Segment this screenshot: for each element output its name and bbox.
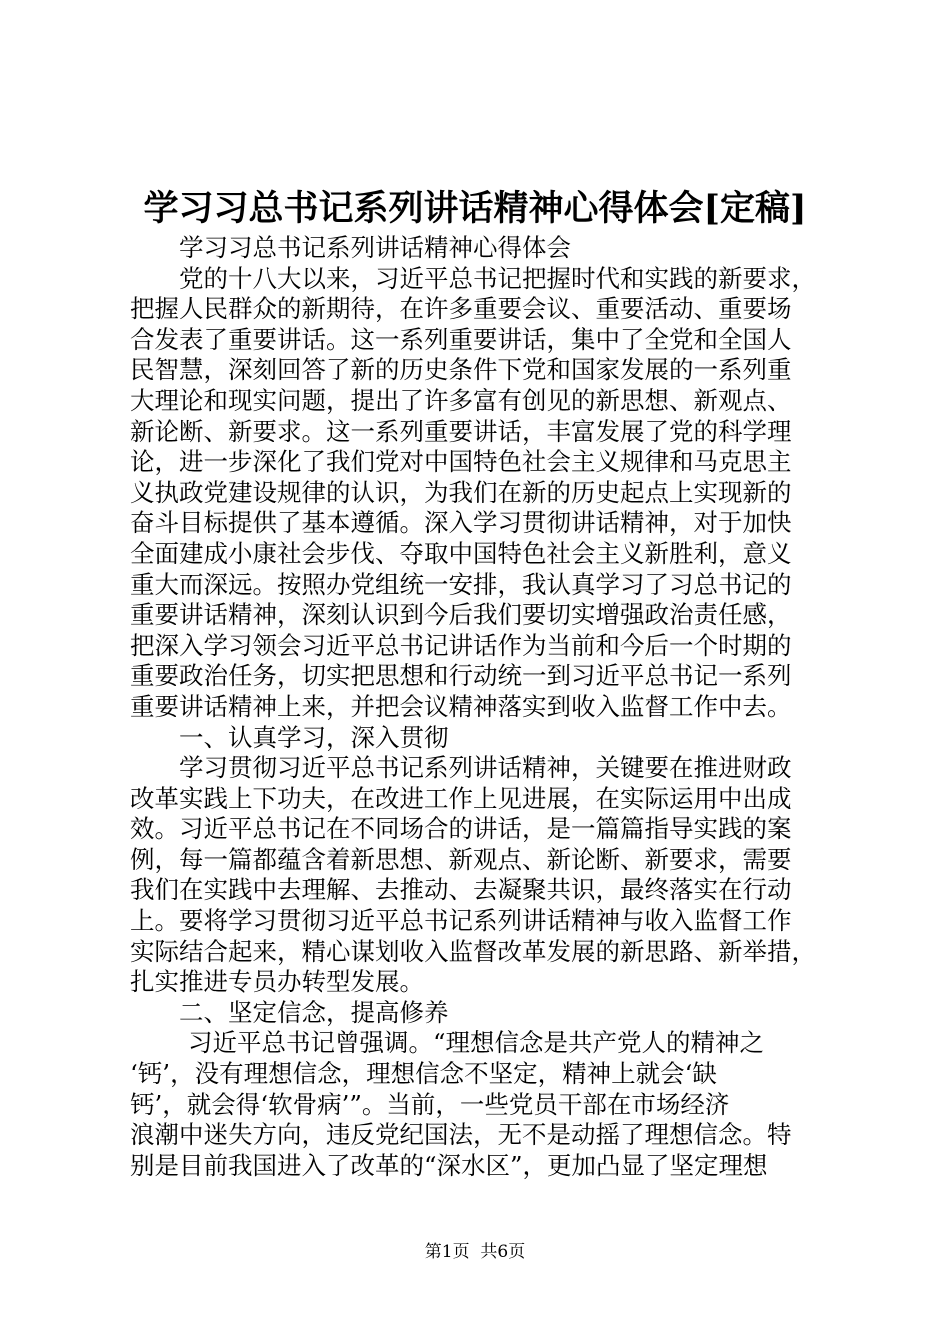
paragraph-line: 我们在实践中去理解、去推动、去凝聚共识，最终落实在行动 (130, 875, 792, 905)
paragraph-line: 习近平总书记曾强调。“理想信念是共产党人的精神之 (188, 1028, 765, 1058)
section-heading: 一、认真学习，深入贯彻 (179, 722, 449, 752)
page-number-footer: 第1页 共6页 (424, 1242, 526, 1262)
paragraph-line: 把握人民群众的新期待，在许多重要会议、重要活动、重要场 (130, 294, 792, 324)
paragraph-line: 义执政党建设规律的认识，为我们在新的历史起点上实现新的 (130, 477, 792, 507)
paragraph-line: 重要政治任务，切实把思想和行动统一到习近平总书记一系列 (130, 661, 792, 691)
paragraph-line: 大理论和现实问题，提出了许多富有创见的新思想、新观点、 (130, 385, 792, 415)
paragraph-line: 奋斗目标提供了基本遵循。深入学习贯彻讲话精神，对于加快 (130, 508, 792, 538)
paragraph-line: 例，每一篇都蕴含着新思想、新观点、新论断、新要求，需要 (130, 844, 792, 874)
subtitle-line: 学习习总书记系列讲话精神心得体会 (179, 233, 571, 262)
paragraph-line: 效。习近平总书记在不同场合的讲话，是一篇篇指导实践的案 (130, 814, 792, 844)
paragraph-line: 合发表了重要讲话。这一系列重要讲话，集中了全党和全国人 (130, 324, 792, 354)
paragraph-line: 改革实践上下功夫，在改进工作上见进展，在实际运用中出成 (130, 783, 792, 813)
paragraph-line: 扎实推进专员办转型发展。 (130, 967, 424, 997)
paragraph-line: 学习贯彻习近平总书记系列讲话精神，关键要在推进财政 (179, 753, 792, 783)
paragraph-line: 把深入学习领会习近平总书记讲话作为当前和今后一个时期的 (130, 630, 792, 660)
paragraph-line: 全面建成小康社会步伐、夺取中国特色社会主义新胜利，意义 (130, 538, 792, 568)
paragraph-line: 党的十八大以来，习近平总书记把握时代和实践的新要求， (179, 263, 816, 293)
paragraph-line: 重要讲话精神，深刻认识到今后我们要切实增强政治责任感， (130, 600, 792, 630)
paragraph-line: 新论断、新要求。这一系列重要讲话，丰富发展了党的科学理 (130, 416, 792, 446)
paragraph-line: 别是目前我国进入了改革的“深水区”，更加凸显了坚定理想 (130, 1150, 768, 1180)
paragraph-line: ‘钙’，没有理想信念，理想信念不坚定，精神上就会‘缺 (130, 1059, 717, 1089)
paragraph-line: 浪潮中迷失方向，违反党纪国法，无不是动摇了理想信念。特 (130, 1120, 792, 1150)
section-heading: 二、坚定信念，提高修养 (179, 997, 449, 1027)
paragraph-line: 上。要将学习贯彻习近平总书记系列讲话精神与收入监督工作 (130, 906, 792, 936)
paragraph-line: 钙’，就会得‘软骨病’”。当前，一些党员干部在市场经济 (130, 1089, 730, 1119)
paragraph-line: 实际结合起来，精心谋划收入监督改革发展的新思路、新举措， (130, 936, 816, 966)
document-body (130, 233, 842, 1181)
paragraph-line: 论，进一步深化了我们党对中国特色社会主义规律和马克思主 (130, 447, 792, 477)
document-title: 学习习总书记系列讲话精神心得体会[定稿] (143, 188, 807, 229)
paragraph-line: 重大而深远。按照办党组统一安排，我认真学习了习总书记的 (130, 569, 792, 599)
paragraph-line: 重要讲话精神上来，并把会议精神落实到收入监督工作中去。 (130, 691, 792, 721)
paragraph-line: 民智慧，深刻回答了新的历史条件下党和国家发展的一系列重 (130, 355, 792, 385)
